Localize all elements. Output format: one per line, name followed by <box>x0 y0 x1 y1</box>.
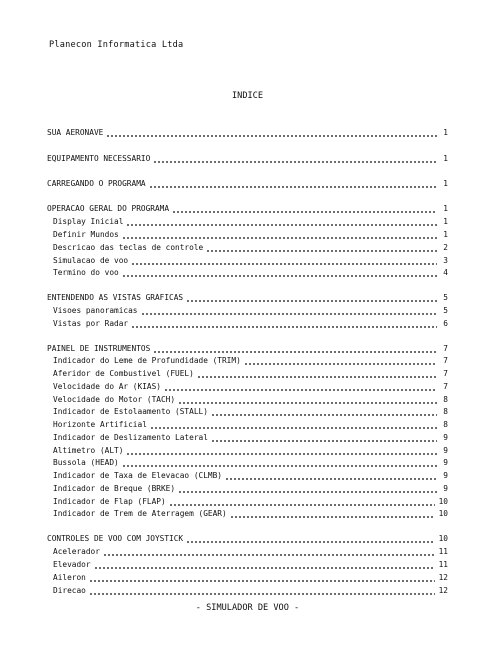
toc-label: Vistas por Radar <box>53 319 129 328</box>
toc-label: Visoes panoramicas <box>53 306 138 315</box>
toc-label: EQUIPAMENTO NECESSARIO <box>47 154 151 163</box>
toc-page-number: 1 <box>443 204 448 213</box>
toc-entry-row <box>53 482 448 494</box>
toc-page-number: 3 <box>443 256 448 265</box>
toc-label: Indicador de Taxa de Elevacao (CLMB) <box>53 471 222 480</box>
toc-page-number: 1 <box>443 128 448 137</box>
toc-page-number: 8 <box>443 407 448 416</box>
toc-section-row <box>47 342 448 354</box>
toc-dot-leader <box>149 178 437 188</box>
toc-entry-row <box>53 317 448 329</box>
toc-entry-row <box>53 380 448 392</box>
toc-dot-leader <box>186 533 434 543</box>
toc-label: Direcao <box>53 586 86 595</box>
toc-dot-leader <box>131 255 437 265</box>
toc-dot-leader <box>141 305 438 315</box>
toc-section-row <box>47 532 448 544</box>
toc-label: Acelerador <box>53 547 100 556</box>
toc-dot-leader <box>106 127 437 137</box>
toc-page-number: 1 <box>443 154 448 163</box>
toc-entry-row <box>53 266 448 278</box>
company-name: Planecon Informatica Ltda <box>49 40 184 50</box>
toc-entry-row <box>53 418 448 430</box>
toc-page-number: 10 <box>438 497 448 506</box>
toc-entry-row <box>53 545 448 557</box>
toc-label: Definir Mundos <box>53 230 119 239</box>
toc-dot-leader <box>206 242 437 252</box>
toc-label: Velocidade do Motor (TACH) <box>53 395 176 404</box>
toc-dot-leader <box>126 216 437 226</box>
toc-page-number: 5 <box>443 293 448 302</box>
toc-dot-leader <box>186 292 437 302</box>
toc-entry-row <box>53 228 448 240</box>
toc-label: Indicador do Leme de Profundidade (TRIM) <box>53 356 241 365</box>
toc-label: CARREGANDO O PROGRAMA <box>47 179 146 188</box>
toc-dot-leader <box>153 343 437 353</box>
toc-dot-leader <box>244 355 437 365</box>
page-footer: - SIMULADOR DE VOO - <box>195 603 300 613</box>
toc-label: Horizonte Artificial <box>53 420 147 429</box>
toc-dot-leader <box>164 381 437 391</box>
page-title: INDICE <box>231 91 264 101</box>
toc-entry-row <box>53 354 448 366</box>
toc-label: OPERACAO GERAL DO PROGRAMA <box>47 204 170 213</box>
toc-label: Indicador de Trem de Aterragem (GEAR) <box>53 509 227 518</box>
toc-entry-row <box>53 367 448 379</box>
toc-page-number: 11 <box>438 560 448 569</box>
toc-dot-leader <box>178 483 437 493</box>
toc-page-number: 7 <box>443 344 448 353</box>
toc-dot-leader <box>103 546 435 556</box>
toc-label: Display Inicial <box>53 217 124 226</box>
toc-page-number: 10 <box>438 509 448 518</box>
toc-entry-row <box>53 507 448 519</box>
toc-dot-leader <box>197 368 437 378</box>
toc-dot-leader <box>153 153 437 163</box>
toc-entry-row <box>53 495 448 507</box>
toc-label: Indicador de Flap (FLAP) <box>53 497 166 506</box>
toc-page-number: 10 <box>438 534 448 543</box>
toc-page-number: 1 <box>443 179 448 188</box>
toc-dot-leader <box>122 457 437 467</box>
toc-page-number: 6 <box>443 319 448 328</box>
toc-label: Bussola (HEAD) <box>53 458 119 467</box>
toc-page-number: 7 <box>443 356 448 365</box>
toc-dot-leader <box>122 267 437 277</box>
toc-label: Descricao das teclas de controle <box>53 243 204 252</box>
toc-label: Simulacao de voo <box>53 256 129 265</box>
toc-entry-row <box>53 456 448 468</box>
toc-entry-row <box>53 215 448 227</box>
toc-page-number: 11 <box>438 547 448 556</box>
toc-entry-row <box>53 254 448 266</box>
toc-page-number: 7 <box>443 382 448 391</box>
toc-dot-leader <box>94 559 435 569</box>
toc-page-number: 12 <box>438 573 448 582</box>
toc-entry-row <box>53 405 448 417</box>
toc-label: Termino do voo <box>53 268 119 277</box>
toc-label: Aileron <box>53 573 86 582</box>
toc-section-row <box>47 291 448 303</box>
toc-section-row <box>47 177 448 189</box>
toc-dot-leader <box>150 419 437 429</box>
toc-label: Velocidade do Ar (KIAS) <box>53 382 161 391</box>
toc-dot-leader <box>89 572 435 582</box>
toc-dot-leader <box>89 585 435 595</box>
toc-page-number: 9 <box>443 471 448 480</box>
toc-entry-row <box>53 444 448 456</box>
toc-dot-leader <box>169 496 435 506</box>
toc-entry-row <box>53 558 448 570</box>
toc-page-number: 1 <box>443 230 448 239</box>
toc-section-row <box>47 202 448 214</box>
toc-page-number: 7 <box>443 369 448 378</box>
toc-dot-leader <box>211 432 437 442</box>
toc-dot-leader <box>225 470 437 480</box>
toc-dot-leader <box>230 508 435 518</box>
toc-label: Indicador de Estolaamento (STALL) <box>53 407 208 416</box>
toc-label: Elevador <box>53 560 91 569</box>
toc-dot-leader <box>172 203 437 213</box>
toc-dot-leader <box>122 229 437 239</box>
toc-entry-row <box>53 469 448 481</box>
toc-label: ENTENDENDO AS VISTAS GRAFICAS <box>47 293 184 302</box>
toc-page-number: 12 <box>438 586 448 595</box>
toc-page-number: 8 <box>443 420 448 429</box>
toc-page-number: 9 <box>443 433 448 442</box>
toc-page-number: 9 <box>443 484 448 493</box>
toc-entry-row <box>53 431 448 443</box>
toc-page-number: 2 <box>443 243 448 252</box>
toc-label: Indicador de Deslizamento Lateral <box>53 433 208 442</box>
toc-dot-leader <box>211 406 437 416</box>
toc-label: SUA AERONAVE <box>47 128 104 137</box>
toc-label: Altimetro (ALT) <box>53 446 124 455</box>
toc-entry-row <box>53 304 448 316</box>
toc-page-number: 5 <box>443 306 448 315</box>
toc-entry-row <box>53 393 448 405</box>
toc-dot-leader <box>178 394 437 404</box>
toc-entry-row <box>53 571 448 583</box>
toc-entry-row <box>53 584 448 596</box>
toc-page-number: 4 <box>443 268 448 277</box>
toc-page-number: 9 <box>443 458 448 467</box>
toc-label: Aferidor de Combustivel (FUEL) <box>53 369 194 378</box>
toc-label: PAINEL DE INSTRUMENTOS <box>47 344 151 353</box>
toc-dot-leader <box>131 318 437 328</box>
toc-page-number: 1 <box>443 217 448 226</box>
toc-label: CONTROLES DE VOO COM JOYSTICK <box>47 534 184 543</box>
toc-section-row <box>47 152 448 164</box>
toc-page-number: 8 <box>443 395 448 404</box>
toc-dot-leader <box>126 445 437 455</box>
toc-label: Indicador de Breque (BRKE) <box>53 484 176 493</box>
toc-section-row <box>47 126 448 138</box>
toc-entry-row <box>53 241 448 253</box>
toc-page-number: 9 <box>443 446 448 455</box>
